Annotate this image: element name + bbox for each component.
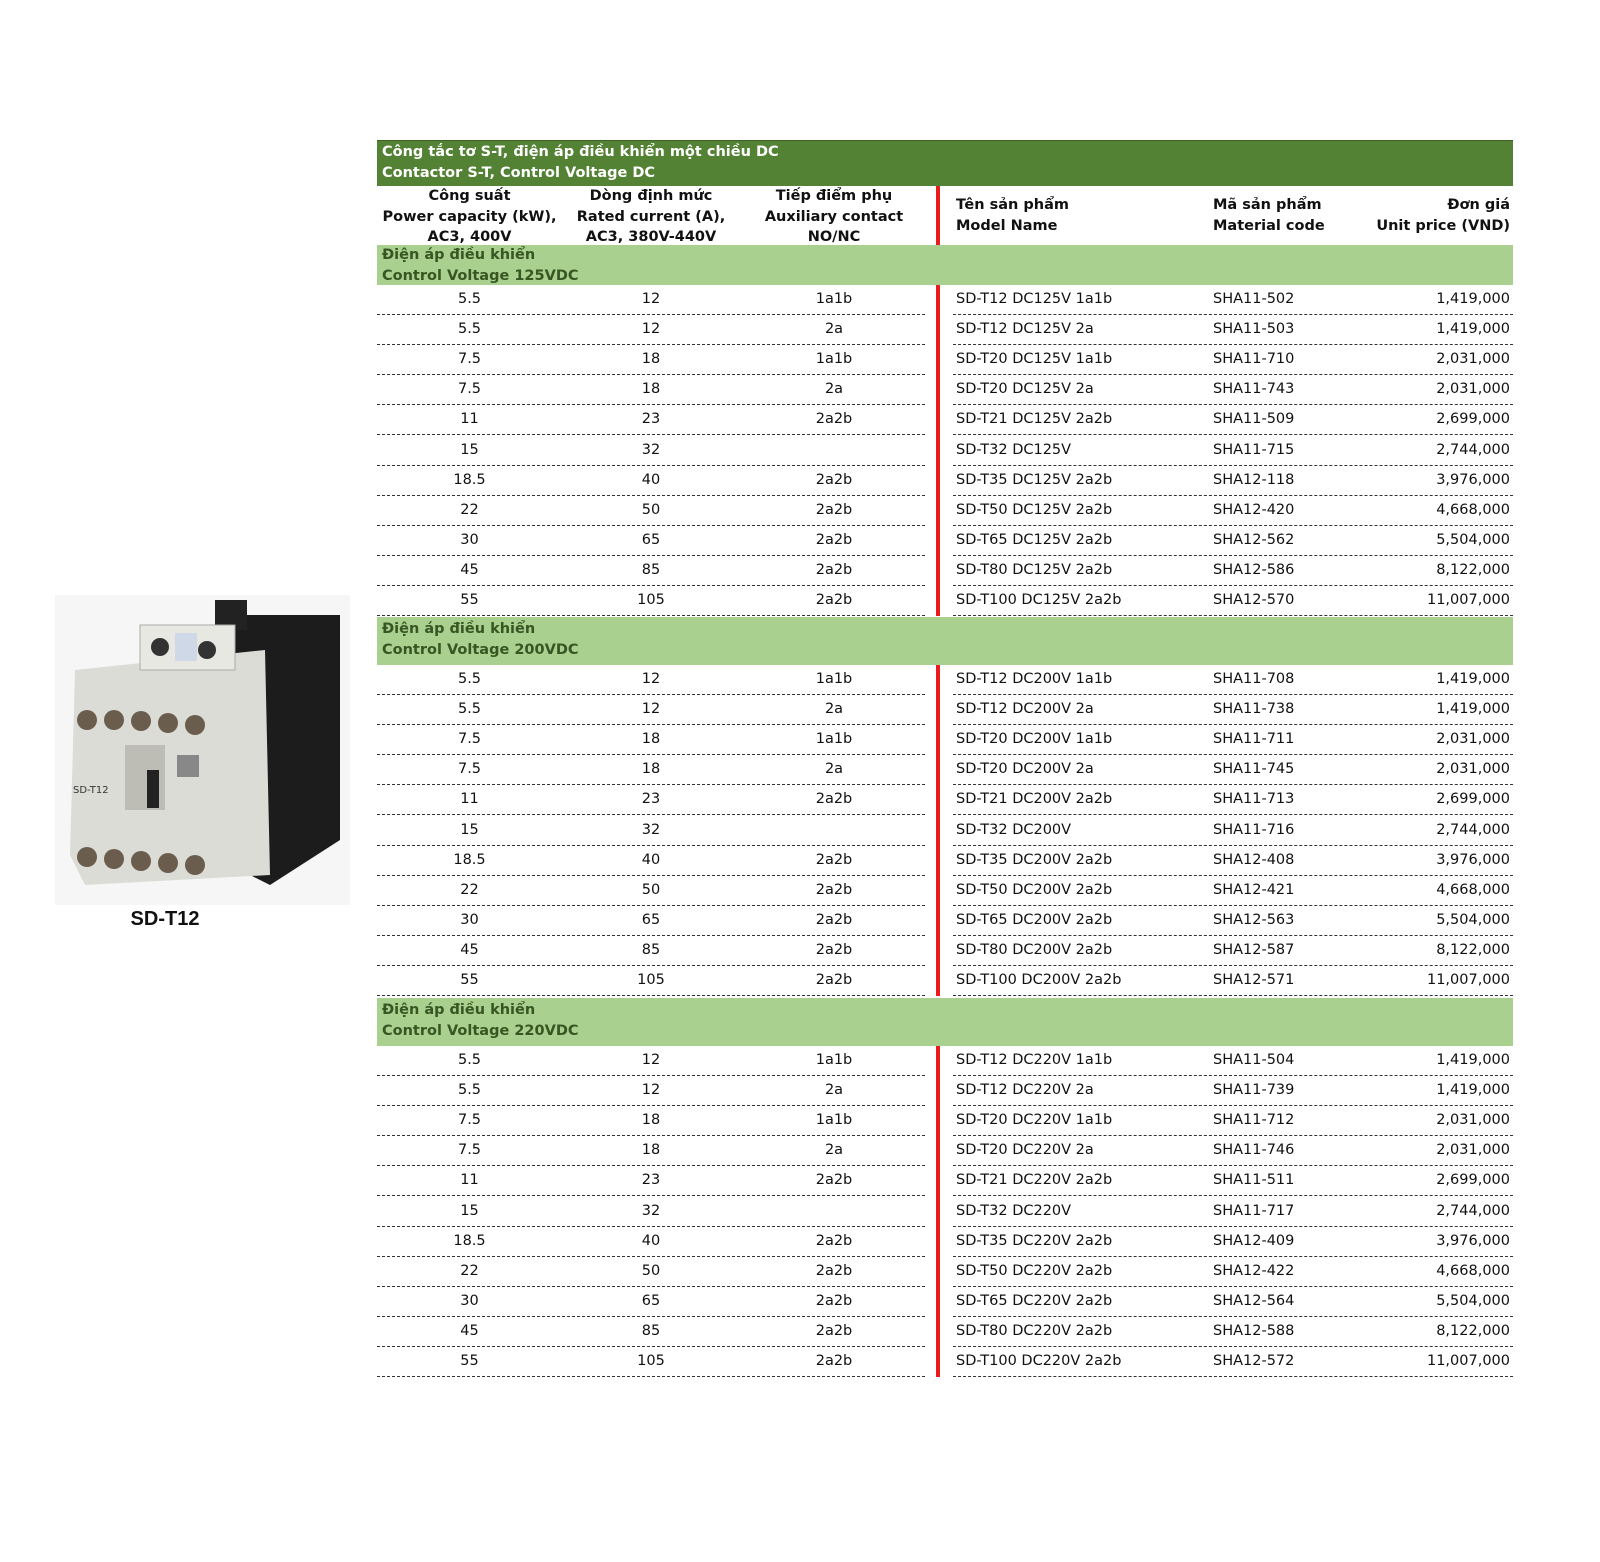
model-cell: SD-T32 DC200V [956, 821, 1072, 838]
table-row [377, 1197, 1513, 1227]
current-cell: 32 [641, 821, 661, 838]
group-label-en: Control Voltage 200VDC [382, 642, 579, 658]
power-cell: 7.5 [457, 381, 482, 398]
power-cell: 7.5 [457, 731, 482, 748]
price-cell: 2,699,000 [1436, 791, 1510, 808]
price-cell: 3,976,000 [1436, 1232, 1510, 1249]
current-cell: 50 [641, 881, 661, 898]
model-cell: SD-T50 DC200V 2a2b [956, 881, 1113, 898]
table-row [377, 1136, 1513, 1166]
current-cell: 40 [641, 471, 661, 488]
table-row [377, 966, 1513, 996]
table-row [377, 586, 1513, 616]
power-cell: 30 [460, 911, 479, 928]
aux-cell: 2a2b [815, 561, 853, 578]
price-cell: 8,122,000 [1436, 561, 1510, 578]
current-cell: 23 [641, 411, 661, 428]
aux-cell: 2a2b [815, 1172, 853, 1189]
header-current [558, 186, 744, 245]
aux-cell: 1a1b [815, 291, 853, 307]
model-cell: SD-T80 DC125V 2a2b [956, 561, 1113, 578]
current-cell: 50 [641, 501, 661, 518]
table-row [377, 755, 1513, 785]
power-cell: 5.5 [457, 671, 482, 687]
current-cell: 85 [641, 941, 661, 958]
table-row [377, 556, 1513, 586]
code-cell: SHA12-587 [1213, 941, 1295, 958]
table-row [377, 375, 1513, 405]
table-row [377, 695, 1513, 725]
aux-cell: 2a2b [815, 941, 853, 958]
aux-cell: 2a [824, 321, 844, 338]
aux-cell: 1a1b [815, 351, 853, 368]
header-aux-en: Auxiliary contact [764, 208, 904, 225]
table-row [377, 1076, 1513, 1106]
device-label: SD-T12 [73, 785, 109, 796]
current-cell: 105 [637, 1353, 665, 1369]
price-cell: 8,122,000 [1436, 1322, 1510, 1339]
header-power [377, 186, 562, 245]
power-cell: 18.5 [453, 851, 486, 868]
current-cell: 18 [641, 761, 661, 778]
current-cell: 12 [641, 671, 661, 687]
model-cell: SD-T21 DC125V 2a2b [956, 411, 1113, 428]
price-cell: 3,976,000 [1436, 471, 1510, 488]
code-cell: SHA12-563 [1213, 911, 1295, 928]
header-aux-vi: Tiếp điểm phụ [775, 188, 893, 204]
model-cell: SD-T35 DC200V 2a2b [956, 851, 1113, 868]
code-cell: SHA11-504 [1213, 1052, 1295, 1068]
header-aux-spec: NO/NC [807, 229, 861, 245]
price-cell: 4,668,000 [1436, 881, 1510, 898]
code-cell: SHA12-588 [1213, 1322, 1295, 1339]
model-cell: SD-T35 DC125V 2a2b [956, 471, 1113, 488]
model-cell: SD-T12 DC125V 1a1b [956, 291, 1113, 307]
code-cell: SHA11-713 [1213, 791, 1295, 808]
current-cell: 18 [641, 381, 661, 398]
product-image [55, 595, 350, 905]
current-cell: 18 [641, 1142, 661, 1159]
aux-cell: 2a2b [815, 791, 853, 808]
current-cell: 105 [637, 592, 665, 608]
model-cell: SD-T50 DC125V 2a2b [956, 501, 1113, 518]
price-cell: 8,122,000 [1436, 941, 1510, 958]
power-cell: 45 [460, 1322, 479, 1339]
power-cell: 7.5 [457, 1142, 482, 1159]
current-cell: 12 [641, 291, 661, 307]
price-cell: 1,419,000 [1436, 321, 1510, 338]
price-cell: 11,007,000 [1426, 1353, 1510, 1369]
table-title-en: Contactor S-T, Control Voltage DC [382, 165, 656, 181]
code-cell: SHA11-717 [1213, 1202, 1295, 1219]
model-cell: SD-T20 DC125V 1a1b [956, 351, 1113, 368]
model-cell: SD-T21 DC220V 2a2b [956, 1172, 1113, 1189]
power-cell: 22 [460, 1262, 479, 1279]
aux-cell: 2a [824, 381, 844, 398]
code-cell: SHA11-746 [1213, 1142, 1295, 1159]
table-row [377, 1227, 1513, 1257]
current-cell: 32 [641, 441, 661, 458]
model-cell: SD-T12 DC220V 1a1b [956, 1052, 1113, 1068]
power-cell: 7.5 [457, 1112, 482, 1129]
current-cell: 65 [641, 531, 661, 548]
header-aux [740, 186, 928, 245]
header-power-en: Power capacity (kW), [382, 208, 557, 225]
price-cell: 2,031,000 [1436, 1142, 1510, 1159]
power-cell: 30 [460, 531, 479, 548]
model-cell: SD-T100 DC125V 2a2b [956, 592, 1122, 608]
price-cell: 3,976,000 [1436, 851, 1510, 868]
code-cell: SHA12-570 [1213, 592, 1295, 608]
aux-cell: 2a2b [815, 851, 853, 868]
aux-cell: 2a2b [815, 1322, 853, 1339]
group-header [377, 998, 1513, 1046]
current-cell: 32 [641, 1202, 661, 1219]
table-row [377, 1347, 1513, 1377]
price-cell: 1,419,000 [1436, 671, 1510, 687]
group-header [377, 245, 1513, 285]
table-title-vi: Công tắc tơ S-T, điện áp điều khiển một chiều DC [382, 144, 779, 160]
row-divider [377, 615, 925, 616]
header-model-vi: Tên sản phẩm [956, 197, 1069, 213]
power-cell: 45 [460, 941, 479, 958]
header-model [956, 186, 1176, 254]
aux-cell: 2a2b [815, 531, 853, 548]
aux-cell: 2a2b [815, 881, 853, 898]
price-cell: 2,699,000 [1436, 411, 1510, 428]
header-code-en: Material code [1213, 217, 1325, 234]
current-cell: 65 [641, 1292, 661, 1309]
current-cell: 12 [641, 1082, 661, 1099]
power-cell: 5.5 [457, 1052, 482, 1068]
code-cell: SHA11-710 [1213, 351, 1295, 368]
model-cell: SD-T35 DC220V 2a2b [956, 1232, 1113, 1249]
aux-cell: 2a2b [815, 592, 853, 608]
aux-cell: 2a [824, 1082, 844, 1099]
code-cell: SHA11-509 [1213, 411, 1295, 428]
price-cell: 1,419,000 [1436, 701, 1510, 718]
price-cell: 2,744,000 [1436, 441, 1510, 458]
model-cell: SD-T100 DC200V 2a2b [956, 972, 1122, 988]
table-row [377, 876, 1513, 906]
power-cell: 45 [460, 561, 479, 578]
price-cell: 1,419,000 [1436, 1052, 1510, 1068]
code-cell: SHA11-716 [1213, 821, 1295, 838]
table-row [377, 436, 1513, 466]
code-cell: SHA12-564 [1213, 1292, 1295, 1309]
current-cell: 18 [641, 1112, 661, 1129]
code-cell: SHA12-118 [1213, 471, 1295, 488]
model-cell: SD-T20 DC125V 2a [956, 381, 1094, 398]
aux-cell: 2a2b [815, 972, 853, 988]
table-row [377, 785, 1513, 815]
price-cell: 5,504,000 [1436, 911, 1510, 928]
row-divider [377, 995, 925, 996]
code-cell: SHA11-743 [1213, 381, 1295, 398]
product-caption: SD-T12 [130, 908, 200, 930]
model-cell: SD-T80 DC220V 2a2b [956, 1322, 1113, 1339]
current-cell: 40 [641, 1232, 661, 1249]
model-cell: SD-T32 DC125V [956, 441, 1072, 458]
group-label-vi: Điện áp điều khiển [382, 1002, 536, 1018]
table-row [377, 816, 1513, 846]
current-cell: 23 [641, 791, 661, 808]
aux-cell: 1a1b [815, 1112, 853, 1129]
table-row [377, 1287, 1513, 1317]
price-cell: 2,031,000 [1436, 381, 1510, 398]
power-cell: 15 [460, 1202, 479, 1219]
current-cell: 65 [641, 911, 661, 928]
aux-cell: 2a2b [815, 1353, 853, 1369]
power-cell: 55 [460, 592, 479, 608]
table-row [377, 906, 1513, 936]
header-current-en: Rated current (A), [576, 208, 726, 225]
model-cell: SD-T50 DC220V 2a2b [956, 1262, 1113, 1279]
group-label-vi: Điện áp điều khiển [382, 621, 536, 637]
price-cell: 2,744,000 [1436, 1202, 1510, 1219]
model-cell: SD-T12 DC220V 2a [956, 1082, 1094, 1099]
price-cell: 2,699,000 [1436, 1172, 1510, 1189]
group-label-vi: Điện áp điều khiển [382, 247, 536, 263]
code-cell: SHA11-715 [1213, 441, 1295, 458]
power-cell: 5.5 [457, 1082, 482, 1099]
power-cell: 55 [460, 1353, 479, 1369]
aux-cell: 2a [824, 761, 844, 778]
model-cell: SD-T20 DC220V 1a1b [956, 1112, 1113, 1129]
aux-cell: 2a2b [815, 501, 853, 518]
price-cell: 4,668,000 [1436, 1262, 1510, 1279]
model-cell: SD-T12 DC125V 2a [956, 321, 1094, 338]
code-cell: SHA12-421 [1213, 881, 1295, 898]
current-cell: 50 [641, 1262, 661, 1279]
code-cell: SHA12-408 [1213, 851, 1295, 868]
price-cell: 4,668,000 [1436, 501, 1510, 518]
current-cell: 40 [641, 851, 661, 868]
row-divider [953, 1376, 1513, 1377]
code-cell: SHA11-502 [1213, 291, 1295, 307]
model-cell: SD-T21 DC200V 2a2b [956, 791, 1113, 808]
current-cell: 12 [641, 701, 661, 718]
price-cell: 2,744,000 [1436, 821, 1510, 838]
table-row [377, 1106, 1513, 1136]
aux-cell: 2a2b [815, 1232, 853, 1249]
column-divider [936, 186, 940, 245]
current-cell: 18 [641, 731, 661, 748]
current-cell: 12 [641, 321, 661, 338]
aux-cell: 2a [824, 701, 844, 718]
current-cell: 85 [641, 561, 661, 578]
table-row [377, 725, 1513, 755]
row-divider [377, 1376, 925, 1377]
model-cell: SD-T20 DC200V 1a1b [956, 731, 1113, 748]
code-cell: SHA12-420 [1213, 501, 1295, 518]
code-cell: SHA12-571 [1213, 972, 1295, 988]
current-cell: 12 [641, 1052, 661, 1068]
power-cell: 18.5 [453, 471, 486, 488]
table-row [377, 345, 1513, 375]
aux-cell: 1a1b [815, 671, 853, 687]
current-cell: 85 [641, 1322, 661, 1339]
current-cell: 23 [641, 1172, 661, 1189]
code-cell: SHA11-708 [1213, 671, 1295, 687]
header-price [1350, 186, 1510, 254]
power-cell: 11 [460, 791, 479, 808]
price-cell: 5,504,000 [1436, 1292, 1510, 1309]
table-row [377, 1166, 1513, 1196]
table-row [377, 1046, 1513, 1076]
aux-cell: 1a1b [815, 731, 853, 748]
table-row [377, 1317, 1513, 1347]
table-row [377, 466, 1513, 496]
power-cell: 55 [460, 972, 479, 988]
price-cell: 2,031,000 [1436, 761, 1510, 778]
code-cell: SHA11-739 [1213, 1082, 1295, 1099]
model-cell: SD-T20 DC220V 2a [956, 1142, 1094, 1159]
header-code-vi: Mã sản phẩm [1213, 197, 1322, 213]
price-cell: 2,031,000 [1436, 1112, 1510, 1129]
group-label-en: Control Voltage 220VDC [382, 1023, 579, 1039]
header-model-en: Model Name [956, 217, 1058, 234]
price-cell: 2,031,000 [1436, 731, 1510, 748]
header-current-vi: Dòng định mức [589, 188, 713, 204]
power-cell: 18.5 [453, 1232, 486, 1249]
price-cell: 2,031,000 [1436, 351, 1510, 368]
aux-cell: 2a2b [815, 911, 853, 928]
price-cell: 11,007,000 [1426, 592, 1510, 608]
aux-cell: 2a2b [815, 411, 853, 428]
table-row [377, 285, 1513, 315]
header-power-vi: Công suất [428, 188, 511, 204]
model-cell: SD-T65 DC125V 2a2b [956, 531, 1113, 548]
code-cell: SHA11-745 [1213, 761, 1295, 778]
group-header [377, 617, 1513, 665]
row-divider [953, 615, 1513, 616]
code-cell: SHA12-572 [1213, 1353, 1295, 1369]
code-cell: SHA11-711 [1213, 731, 1295, 748]
power-cell: 15 [460, 821, 479, 838]
power-cell: 30 [460, 1292, 479, 1309]
power-cell: 5.5 [457, 321, 482, 338]
model-cell: SD-T80 DC200V 2a2b [956, 941, 1113, 958]
code-cell: SHA11-511 [1213, 1172, 1295, 1189]
power-cell: 7.5 [457, 761, 482, 778]
table-row [377, 846, 1513, 876]
current-cell: 105 [637, 972, 665, 988]
current-cell: 18 [641, 351, 661, 368]
aux-cell: 1a1b [815, 1052, 853, 1068]
model-cell: SD-T65 DC220V 2a2b [956, 1292, 1113, 1309]
code-cell: SHA12-586 [1213, 561, 1295, 578]
header-price-vi: Đơn giá [1447, 197, 1510, 213]
code-cell: SHA12-409 [1213, 1232, 1295, 1249]
aux-cell: 2a2b [815, 471, 853, 488]
model-cell: SD-T32 DC220V [956, 1202, 1072, 1219]
code-cell: SHA11-712 [1213, 1112, 1295, 1129]
contactor-illustration [55, 595, 350, 905]
model-cell: SD-T100 DC220V 2a2b [956, 1353, 1122, 1369]
aux-cell: 2a [824, 1142, 844, 1159]
code-cell: SHA11-503 [1213, 321, 1295, 338]
table-row [377, 665, 1513, 695]
table-row [377, 936, 1513, 966]
table-row [377, 405, 1513, 435]
table-title [377, 140, 1513, 186]
price-cell: 11,007,000 [1426, 972, 1510, 988]
code-cell: SHA12-562 [1213, 531, 1295, 548]
row-divider [953, 995, 1513, 996]
power-cell: 11 [460, 1172, 479, 1189]
power-cell: 7.5 [457, 351, 482, 368]
table-row [377, 496, 1513, 526]
price-cell: 1,419,000 [1436, 1082, 1510, 1099]
power-cell: 5.5 [457, 701, 482, 718]
header-price-en: Unit price (VND) [1376, 217, 1510, 234]
aux-cell: 2a2b [815, 1262, 853, 1279]
table-row [377, 1257, 1513, 1287]
table-row [377, 315, 1513, 345]
model-cell: SD-T65 DC200V 2a2b [956, 911, 1113, 928]
power-cell: 22 [460, 501, 479, 518]
price-cell: 5,504,000 [1436, 531, 1510, 548]
model-cell: SD-T20 DC200V 2a [956, 761, 1094, 778]
power-cell: 15 [460, 441, 479, 458]
group-label-en: Control Voltage 125VDC [382, 268, 579, 284]
power-cell: 11 [460, 411, 479, 428]
code-cell: SHA11-738 [1213, 701, 1295, 718]
power-cell: 22 [460, 881, 479, 898]
table-row [377, 526, 1513, 556]
model-cell: SD-T12 DC200V 2a [956, 701, 1094, 718]
aux-cell: 2a2b [815, 1292, 853, 1309]
power-cell: 5.5 [457, 291, 482, 307]
price-cell: 1,419,000 [1436, 291, 1510, 307]
model-cell: SD-T12 DC200V 1a1b [956, 671, 1113, 687]
header-current-spec: AC3, 380V-440V [585, 229, 717, 245]
header-power-spec: AC3, 400V [427, 229, 512, 245]
code-cell: SHA12-422 [1213, 1262, 1295, 1279]
